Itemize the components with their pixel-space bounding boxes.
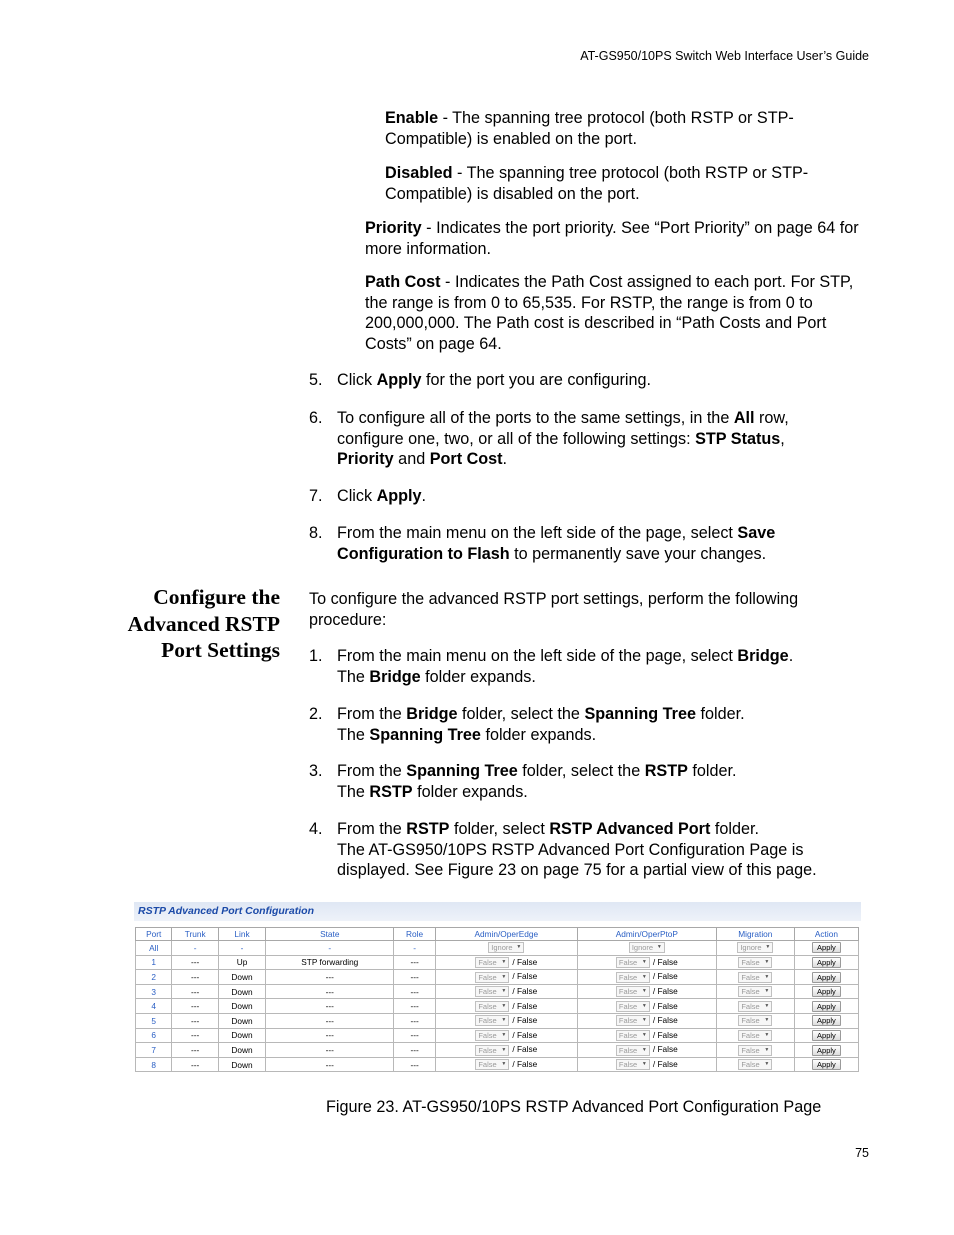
ptop-cell [577,970,716,985]
migration-cell [716,984,794,999]
ptop-select[interactable] [616,986,650,997]
dropdown-arrow-icon: ▼ [641,1017,647,1024]
bold-text: Bridge [369,667,421,686]
text: Click [337,487,377,505]
select-value: False [618,958,638,968]
text: . [788,647,794,665]
page-number: 75 [855,1146,869,1160]
edge-select[interactable] [475,1030,509,1041]
text: The [337,782,370,801]
state-cell: --- [266,1028,394,1043]
edge-oper-value: / False [512,956,538,967]
port-cell[interactable]: 4 [136,999,172,1014]
edge-oper-value: / False [512,1044,538,1055]
section-heading [100,584,280,664]
text: folder expands. [480,725,597,744]
ptop-oper-value: / False [652,1058,678,1069]
edge-oper-value: / False [512,1029,538,1040]
apply-button[interactable]: Apply [812,1059,841,1070]
disabled-description [385,163,855,204]
link-cell: Up [218,955,265,970]
col-header-port: Port [136,928,172,941]
text: The AT-GS950/10PS RSTP Advanced Port Configuration Page is displayed. See Figure 23 on page 75 for a partial view of this page. [337,840,817,879]
trunk-cell: --- [172,1043,218,1058]
table-header-row [136,928,859,941]
text: row, configure one, two, or all of the following settings: [337,409,789,448]
trunk-cell: --- [172,999,218,1014]
text: folder expands. [420,667,536,686]
state-cell: - [266,941,394,956]
migration-select[interactable] [738,972,772,983]
step-8 [309,523,854,564]
col-header-trunk: Trunk [172,928,218,941]
dropdown-arrow-icon: ▼ [641,988,647,995]
role-cell: --- [394,955,435,970]
table-row [136,955,859,970]
rstp-advanced-port-config-figure [134,902,861,1072]
edge-cell [435,1057,577,1072]
edge-cell [435,1013,577,1028]
step-4 [309,819,854,881]
dropdown-arrow-icon: ▼ [641,1046,647,1053]
action-cell [794,984,858,999]
state-cell: --- [266,984,394,999]
text: From the main menu on the left side of the page, select [337,524,738,542]
state-cell: --- [266,970,394,985]
col-header-role: Role [394,928,435,941]
ptop-oper-value: / False [652,1000,678,1011]
port-cell[interactable]: 8 [136,1057,172,1072]
role-cell: --- [394,1043,435,1058]
state-cell: STP forwarding [266,955,394,970]
text: From the [337,705,407,723]
select-value: False [618,972,638,982]
step-number: 6. [309,409,323,427]
select-value: False [741,1001,760,1011]
migration-cell [716,941,794,956]
migration-cell [716,970,794,985]
step-5 [309,370,854,391]
link-cell: Down [218,1013,265,1028]
dropdown-arrow-icon: ▼ [501,973,507,980]
select-value: False [741,972,760,982]
table-row-all [136,941,859,956]
action-cell [794,1013,858,1028]
step-6 [309,408,839,470]
dropdown-arrow-icon: ▼ [501,988,507,995]
step-number: 4. [309,820,323,838]
col-header-edge: Admin/OperEdge [435,928,577,941]
bold-text: Spanning Tree [406,762,518,780]
dropdown-arrow-icon: ▼ [764,1061,770,1068]
port-cell[interactable]: All [136,941,172,956]
step-number: 3. [309,762,323,780]
dropdown-arrow-icon: ▼ [764,1046,770,1053]
text: From the [337,762,407,780]
edge-select[interactable] [475,972,509,983]
text: The [337,725,370,744]
ptop-oper-value: / False [652,956,678,967]
ptop-cell [577,1057,716,1072]
ptop-cell [577,999,716,1014]
action-cell [794,1028,858,1043]
bold-text: RSTP [369,782,413,801]
select-value: False [741,987,760,997]
step-2 [309,704,854,745]
migration-cell [716,955,794,970]
migration-cell [716,1057,794,1072]
select-value: False [478,1031,497,1041]
text: From the main menu on the left side of the page, select [337,647,738,665]
figure-panel-title: RSTP Advanced Port Configuration [134,902,861,921]
bold-text: Bridge [406,705,458,723]
bold-text: Apply [376,487,422,505]
migration-select[interactable] [738,1059,772,1070]
select-value: False [478,1045,497,1055]
dropdown-arrow-icon: ▼ [764,973,770,980]
apply-button[interactable]: Apply [812,972,841,983]
table-row [136,984,859,999]
bold-text: All [733,409,755,427]
migration-select[interactable] [737,942,773,953]
bold-text: Port Cost [429,450,503,468]
edge-select[interactable] [475,1001,509,1012]
edge-select[interactable] [475,957,509,968]
edge-cell [435,941,577,956]
dropdown-arrow-icon: ▼ [656,944,662,951]
col-header-migration: Migration [716,928,794,941]
bold-text: RSTP [644,762,688,780]
edge-oper-value: / False [512,985,538,996]
dropdown-arrow-icon: ▼ [501,1002,507,1009]
select-value: Ignore [631,943,654,953]
enable-term: Enable [385,109,439,127]
heading-line: Port Settings [161,638,280,662]
link-cell: Down [218,1057,265,1072]
action-cell [794,1043,858,1058]
table-row [136,1043,859,1058]
select-value: False [741,1045,760,1055]
select-value: False [478,1001,497,1011]
table-row [136,970,859,985]
text: . [502,450,508,468]
port-cell[interactable]: 3 [136,984,172,999]
edge-oper-value: / False [512,971,538,982]
bold-text: RSTP Advanced Port [549,820,711,838]
priority-text: - Indicates the port priority. See “Port Priority” on page 64 for more information. [365,219,859,258]
select-value: Ignore [740,943,762,953]
priority-term: Priority [365,219,422,237]
text: and [393,450,430,468]
text: for the port you are configuring. [421,371,652,389]
dropdown-arrow-icon: ▼ [765,944,771,951]
migration-select[interactable] [738,957,772,968]
action-cell [794,1057,858,1072]
ptop-cell [577,1043,716,1058]
apply-button[interactable]: Apply [812,1030,841,1041]
link-cell: Down [218,1028,265,1043]
disabled-term: Disabled [385,164,453,182]
trunk-cell: - [172,941,218,956]
link-cell: - [218,941,265,956]
intro-text: To configure the advanced RSTP port settings, perform the following procedure: [309,590,799,629]
select-value: False [478,987,497,997]
table-row [136,999,859,1014]
ptop-cell [577,941,716,956]
edge-select[interactable] [475,1045,509,1056]
state-cell: --- [266,1057,394,1072]
migration-select[interactable] [738,1045,772,1056]
heading-line: Configure the [153,585,280,609]
select-value: False [478,972,497,982]
text: The [337,667,370,686]
figure-caption: Figure 23. AT-GS950/10PS RSTP Advanced Port Configuration Page [326,1098,822,1116]
text: From the [337,820,407,838]
select-value: False [741,1060,760,1070]
edge-oper-value: / False [512,1015,538,1026]
dropdown-arrow-icon: ▼ [501,1032,507,1039]
text: folder. [710,820,759,838]
text: . [421,487,427,505]
step-number: 2. [309,705,323,723]
path-cost-term: Path Cost [365,273,441,291]
migration-cell [716,1028,794,1043]
dropdown-arrow-icon: ▼ [764,959,770,966]
select-value: False [478,1016,497,1026]
ptop-select[interactable] [616,1015,650,1026]
apply-button[interactable]: Apply [812,986,841,997]
step-1 [309,646,854,687]
state-cell: --- [266,1013,394,1028]
step-number: 5. [309,371,323,389]
ptop-select[interactable] [616,1059,650,1070]
step-7 [309,486,854,507]
select-value: False [618,1060,638,1070]
action-cell [794,999,858,1014]
table-row [136,1013,859,1028]
text: Click [337,371,377,389]
role-cell: --- [394,970,435,985]
bold-text: Spanning Tree [369,725,481,744]
select-value: False [478,958,497,968]
apply-button[interactable]: Apply [812,957,841,968]
text: to permanently save your changes. [509,544,767,563]
text: , [780,429,785,448]
ptop-select[interactable] [629,942,665,953]
dropdown-arrow-icon: ▼ [501,1017,507,1024]
select-value: Ignore [491,943,513,953]
edge-cell [435,984,577,999]
text: To configure all of the ports to the same settings, in the [337,409,734,427]
select-value: False [741,958,760,968]
migration-select[interactable] [738,986,772,997]
table-row [136,1057,859,1072]
ptop-cell [577,984,716,999]
bold-text: STP Status [695,429,781,448]
text: folder expands. [412,782,528,801]
enable-text: - The spanning tree protocol (both RSTP or STP-Compatible) is enabled on the port. [385,109,794,148]
priority-description [365,218,870,259]
ptop-cell [577,1013,716,1028]
dropdown-arrow-icon: ▼ [516,944,522,951]
select-value: False [618,987,638,997]
dropdown-arrow-icon: ▼ [764,988,770,995]
bold-text: Priority [337,450,394,468]
trunk-cell: --- [172,970,218,985]
bold-text: Apply [376,371,422,389]
step-number: 7. [309,487,323,505]
col-header-link: Link [218,928,265,941]
migration-select[interactable] [738,1015,772,1026]
edge-select[interactable] [488,942,524,953]
port-cell[interactable]: 2 [136,970,172,985]
dropdown-arrow-icon: ▼ [764,1017,770,1024]
table-row [136,1028,859,1043]
disabled-text: - The spanning tree protocol (both RSTP or STP-Compatible) is disabled on the port. [385,164,809,203]
apply-button[interactable]: Apply [812,1001,841,1012]
bold-text: Save Configuration to Flash [337,524,776,563]
heading-line: Advanced RSTP [127,611,280,636]
edge-select[interactable] [475,1059,509,1070]
role-cell: --- [394,999,435,1014]
trunk-cell: --- [172,1028,218,1043]
ptop-oper-value: / False [652,1015,678,1026]
trunk-cell: --- [172,984,218,999]
running-header: AT-GS950/10PS Switch Web Interface User’s Guide [580,49,869,63]
ptop-select[interactable] [616,972,650,983]
step-number: 8. [309,524,323,542]
bold-text: Spanning Tree [584,705,696,723]
action-cell [794,941,858,956]
port-cell[interactable]: 5 [136,1013,172,1028]
select-value: False [741,1031,760,1041]
text: folder. [687,762,737,780]
dropdown-arrow-icon: ▼ [501,1046,507,1053]
ptop-cell [577,955,716,970]
state-cell: --- [266,999,394,1014]
text: folder, select the [517,762,645,780]
col-header-ptop: Admin/OperPtoP [577,928,716,941]
path-cost-description [365,272,865,354]
action-cell [794,970,858,985]
port-cell[interactable]: 7 [136,1043,172,1058]
role-cell: --- [394,984,435,999]
enable-description [385,108,855,149]
edge-oper-value: / False [512,1058,538,1069]
apply-button[interactable]: Apply [812,942,841,953]
ptop-select[interactable] [616,1030,650,1041]
select-value: False [618,1045,638,1055]
bold-text: RSTP [406,820,450,838]
text: folder, select [449,820,550,838]
migration-cell [716,1043,794,1058]
path-cost-text: - Indicates the Path Cost assigned to each port. For STP, the range is from 0 to 65,535. For RSTP, the range is from 0 to 200,000,000. The Path cost is described in “Path Costs and Port Costs” on page 64. [365,273,854,353]
step-number: 1. [309,647,323,665]
dropdown-arrow-icon: ▼ [764,1002,770,1009]
role-cell: --- [394,1013,435,1028]
edge-select[interactable] [475,1015,509,1026]
ptop-select[interactable] [616,957,650,968]
ptop-select[interactable] [616,1045,650,1056]
ptop-select[interactable] [616,1001,650,1012]
role-cell: --- [394,1057,435,1072]
ptop-oper-value: / False [652,985,678,996]
edge-cell [435,1028,577,1043]
migration-select[interactable] [738,1030,772,1041]
action-cell [794,955,858,970]
link-cell: Down [218,999,265,1014]
dropdown-arrow-icon: ▼ [501,1061,507,1068]
dropdown-arrow-icon: ▼ [641,1032,647,1039]
migration-cell [716,1013,794,1028]
text: folder. [695,705,745,723]
dropdown-arrow-icon: ▼ [641,1061,647,1068]
dropdown-arrow-icon: ▼ [501,959,507,966]
intro-paragraph [309,589,839,630]
trunk-cell: --- [172,1013,218,1028]
bold-text: Bridge [737,647,789,665]
port-cell[interactable]: 6 [136,1028,172,1043]
role-cell: - [394,941,435,956]
select-value: False [618,1016,638,1026]
dropdown-arrow-icon: ▼ [764,1032,770,1039]
ptop-oper-value: / False [652,1029,678,1040]
col-header-state: State [266,928,394,941]
ptop-cell [577,1028,716,1043]
select-value: False [618,1001,638,1011]
ptop-oper-value: / False [652,971,678,982]
migration-select[interactable] [738,1001,772,1012]
edge-oper-value: / False [512,1000,538,1011]
select-value: False [741,1016,760,1026]
dropdown-arrow-icon: ▼ [641,1002,647,1009]
dropdown-arrow-icon: ▼ [641,959,647,966]
select-value: False [618,1031,638,1041]
edge-cell [435,1043,577,1058]
trunk-cell: --- [172,1057,218,1072]
state-cell: --- [266,1043,394,1058]
trunk-cell: --- [172,955,218,970]
migration-cell [716,999,794,1014]
role-cell: --- [394,1028,435,1043]
select-value: False [478,1060,497,1070]
col-header-action: Action [794,928,858,941]
edge-cell [435,970,577,985]
ptop-oper-value: / False [652,1044,678,1055]
link-cell: Down [218,1043,265,1058]
text: folder, select the [457,705,585,723]
port-config-table [135,927,859,1072]
link-cell: Down [218,984,265,999]
step-3 [309,761,854,802]
edge-cell [435,955,577,970]
link-cell: Down [218,970,265,985]
port-cell[interactable]: 1 [136,955,172,970]
apply-button[interactable]: Apply [812,1045,841,1056]
edge-select[interactable] [475,986,509,997]
dropdown-arrow-icon: ▼ [641,973,647,980]
edge-cell [435,999,577,1014]
apply-button[interactable]: Apply [812,1015,841,1026]
